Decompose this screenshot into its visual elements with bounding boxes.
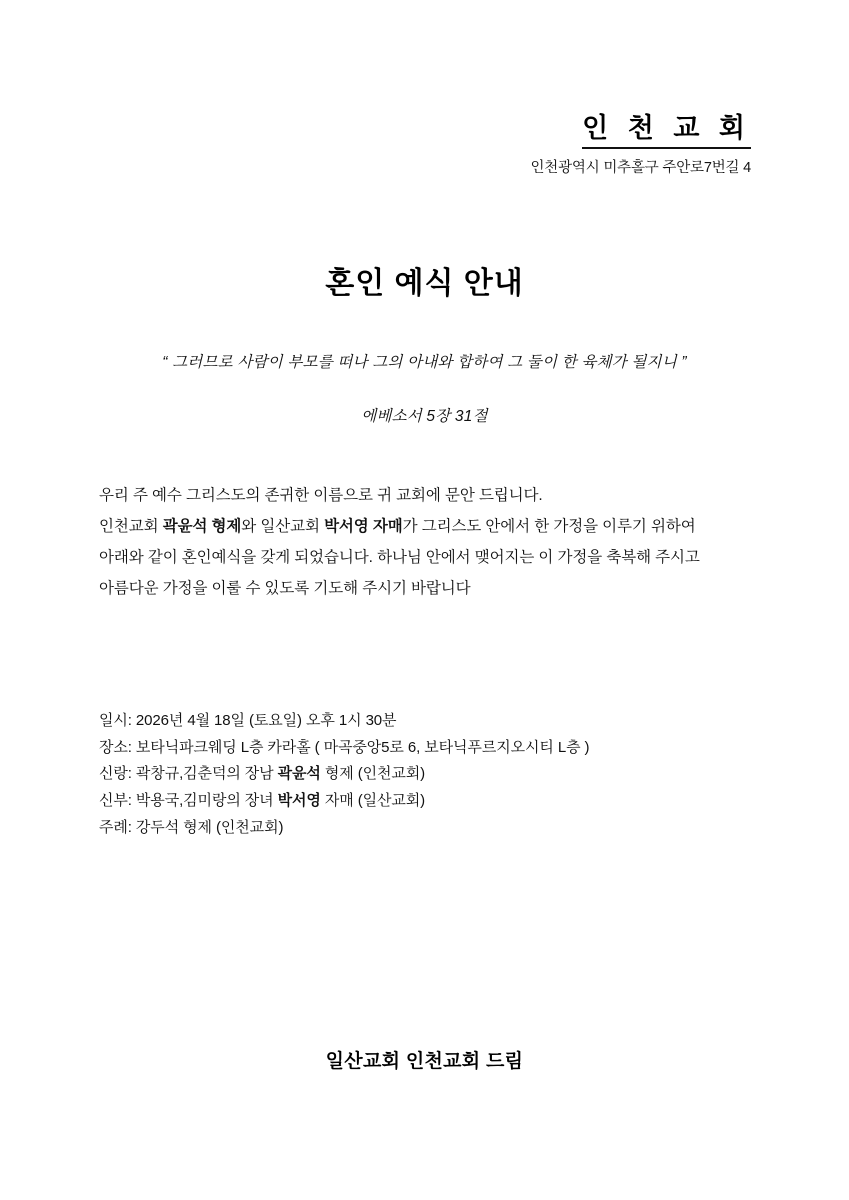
body-line-4: 아름다운 가정을 이룰 수 있도록 기도해 주시기 바랍니다 <box>99 580 471 597</box>
detail-datetime-value: 2026년 4월 18일 (토요일) 오후 1시 30분 <box>135 712 397 729</box>
body-line-1: 우리 주 예수 그리스도의 존귀한 이름으로 귀 교회에 문안 드립니다. <box>99 487 543 504</box>
detail-bride-prefix: 박용국,김미랑의 장녀 <box>135 792 278 810</box>
document-footer: 일산교회 인천교회 드림 <box>325 1051 524 1072</box>
page-title: 혼인 예식 안내 <box>325 267 524 300</box>
detail-officiant-label: 주례: <box>99 818 136 836</box>
detail-officiant-value: 강두석 형제 (인천교회) <box>135 818 284 836</box>
detail-groom-suffix: 형제 (인천교회) <box>320 765 426 783</box>
detail-groom-name: 곽윤석 <box>277 765 321 783</box>
event-details <box>99 708 779 841</box>
detail-datetime-label: 일시: <box>99 712 136 729</box>
detail-bride-label: 신부: <box>99 792 136 810</box>
detail-bride-name: 박서영 <box>277 792 321 810</box>
body-line-2 <box>99 511 759 542</box>
bride-name-inline: 박서영 자매 <box>324 518 403 535</box>
body-line-3: 아래와 같이 혼인예식을 갖게 되었습니다. 하나님 안에서 맺어지는 이 가정을 축복해 주시고 <box>99 549 700 566</box>
body-line-2-part-c: 와 일산교회 <box>241 518 325 535</box>
detail-bride-suffix: 자매 (일산교회) <box>320 792 426 810</box>
church-address: 인천광역시 미추홀구 주안로7번길 4 <box>530 160 751 177</box>
scripture-verse: “ 그러므로 사람이 부모를 떠나 그의 아내와 합하여 그 둘이 한 육체가 될지니 ” <box>162 354 687 371</box>
body-paragraph <box>99 480 759 604</box>
detail-datetime <box>99 708 779 735</box>
scripture-block <box>0 350 849 426</box>
detail-groom-label: 신랑: <box>99 765 136 783</box>
detail-venue <box>99 735 779 762</box>
body-line-2-part-e: 가 그리스도 안에서 한 가정을 이루기 위하여 <box>402 518 696 535</box>
detail-bride <box>99 788 779 815</box>
letterhead <box>530 112 751 177</box>
scripture-reference: 에베소서 5장 31절 <box>361 408 488 425</box>
body-line-2-part-a: 인천교회 <box>99 518 163 535</box>
groom-name-inline: 곽윤석 형제 <box>162 518 242 535</box>
detail-officiant <box>99 815 779 842</box>
detail-venue-label: 장소: <box>99 738 136 756</box>
detail-venue-value: 보타닉파크웨딩 L층 카라홀 ( 마곡중앙5로 6, 보타닉푸르지오시티 L층 ) <box>135 738 590 756</box>
church-name: 인 천 교 회 <box>582 112 751 149</box>
detail-groom-prefix: 곽창규,김춘덕의 장남 <box>135 765 278 783</box>
detail-groom <box>99 761 779 788</box>
